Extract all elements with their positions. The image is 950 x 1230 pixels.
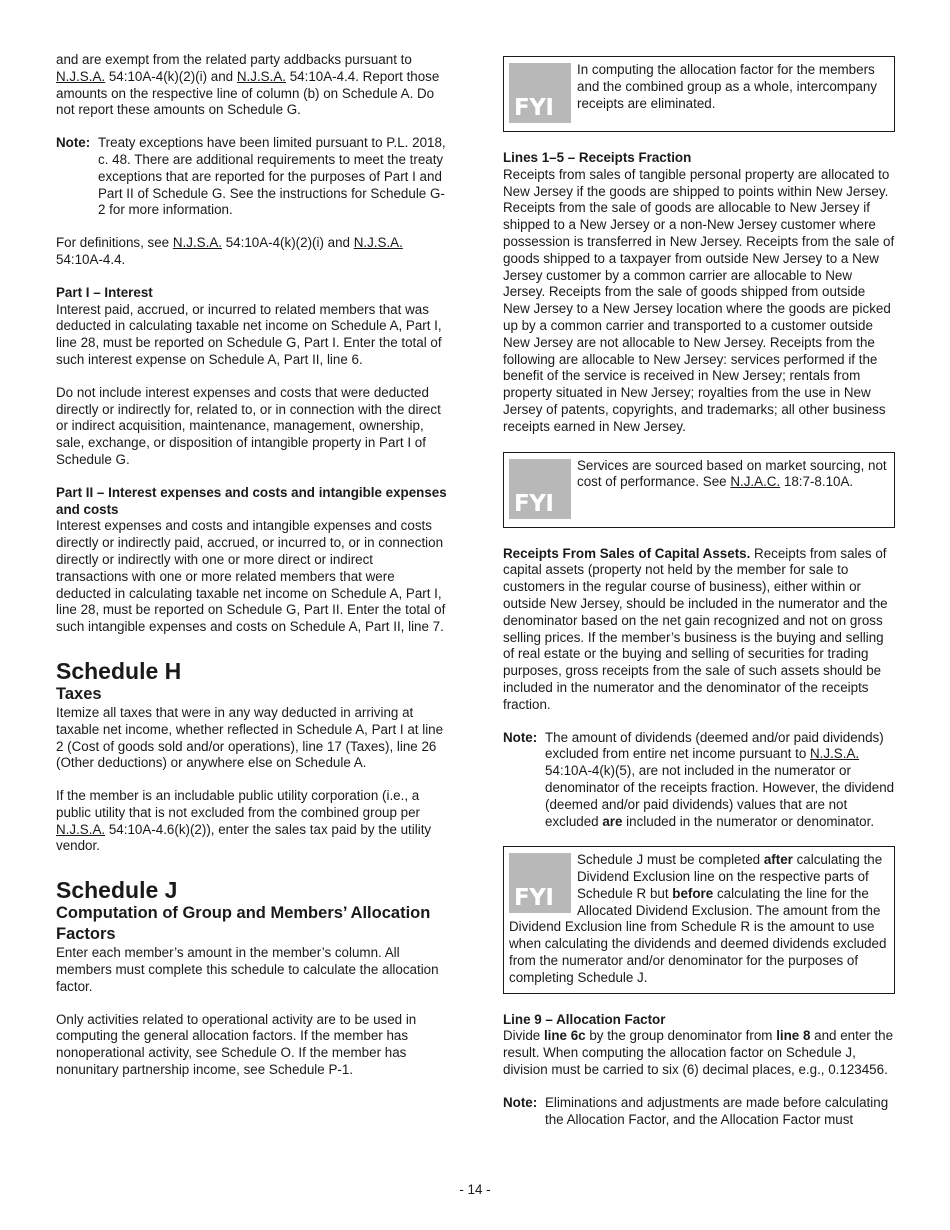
citation-link: N.J.S.A. [809,746,860,762]
left-column [56,52,448,1095]
receipts-fraction-section: Lines 1–5 – Receipts Fraction Receipts from sales of tangible personal property are allocated to New Jersey if the goods are shipped to points within New Jersey. Receipts from the sale of goods are allocable to New Jersey if shipped to a New Jersey or a non-New Jersey customer where possession is transferred in New Jersey. Receipts from the sale of goods shipped to a taxpayer from outside New Jersey to a New Jersey customer by a common carrier are allocable to New Jersey. Receipts from the sale of goods shipped from outside New Jersey to a New Jersey location where the goods are picked up by a common carrier and transported to a customer outside New Jersey are not allocable to New Jersey. Receipts from the following are allocable to New Jersey: services performed if the benefit of the service is received in New Jersey; rentals from property situated in New Jersey; royalties from the use in New Jersey of patents, copyrights, and trademarks; all other business receipts earned in New Jersey. [503,150,895,434]
schedule-j-paragraph-1: Enter each member’s amount in the member’s column. All members must complete this schedule to calculate the allocation factor. [56,945,439,994]
citation-link: N.J.S.A. [353,235,403,251]
intro-paragraph: and are exempt from the related party addbacks pursuant to N.J.S.A. 54:10A-4(k)(2)(i) and N.J.S.A. 54:10A-4.4. Report those amounts on the respective line of column (b) on Schedule A. Do not report these amounts on Schedule G. [56,52,440,118]
page-number: - 14 - [459,1182,491,1197]
fyi-text: Services are sourced based on market sourcing, not cost of performance. See N.J.A.C. 18:7-8.10A. [577,457,887,490]
citation-link: N.J.A.C. [730,474,781,490]
fyi-text: In computing the allocation factor for the members and the combined group as a whole, intercompany receipts are eliminated. [577,62,877,111]
definitions-paragraph: For definitions, see N.J.S.A. 54:10A-4(k)(2)(i) and N.J.S.A. 54:10A-4.4. [56,235,403,267]
citation-link: N.J.S.A. [56,821,106,837]
fyi-box-market-sourcing [503,452,895,528]
fyi-box-intercompany [503,56,895,132]
part1-section: Part I – Interest Interest paid, accrued, or incurred to related members that was deducted in calculating taxable net income on Schedule A, Part I, line 28, must be reported on Schedule G, Part I. Enter the total of such interest expense on Schedule A, Part II, line 6. [56,285,448,369]
part1-heading: Part I – Interest [56,284,153,300]
schedule-j-title: Schedule J [56,877,178,904]
schedule-j-paragraph-2: Only activities related to operational activity are to be used in computing the general allocation factors. If the member has nonoperational activity, see Schedule O. If the member has nonunitary partnership income, see Schedule P-1. [56,1011,417,1078]
schedule-h-paragraph-1: Itemize all taxes that were in any way deducted in arriving at taxable net income, whether reflected in Schedule A, Part I at line 2 (Cost of goods sold and/or operations), line 17 (Taxes), line 26 (Other deductions) or anywhere else on Schedule A. [56,704,444,771]
fyi-icon: FYI [509,853,571,913]
note-eliminations: Note: Eliminations and adjustments are made before calculating the Allocation Factor, and the Allocation Factor must [503,1094,889,1127]
part1-paragraph-2: Do not include interest expenses and costs that were deducted directly or indirectly for, related to, or in connection with the direct or indirect acquisition, maintenance, management, ownership, sale, exchange, or disposition of intangible property in Part I of Schedule G. [56,384,441,467]
fyi-icon: FYI [509,63,571,123]
note-dividends: Note: The amount of dividends (deemed and/or paid dividends) excluded from entire net income pursuant to N.J.S.A. 54:10A-4(k)(5), are not included in the numerator or denominator of the receipts fraction. However, the dividend (deemed and/or paid dividends) values that are not excluded are included in the numerator or denominator. [503,729,895,829]
part2-heading: Part II – Interest expenses and costs and intangible expenses and costs [56,484,447,517]
capital-assets-paragraph: Receipts From Sales of Capital Assets. Receipts from sales of capital assets (property not held by the member for sale to customers in the regular course of business), either within or outside New Jersey, should be included in the numerator and the denominator based on the net gain recognized and not on gross selling prices. If the member’s business is the buying and selling of real estate or the buying and selling of securities for trading purposes, gross receipts from the sale of such assets should be included in the numerator and the denominator of the receipts fraction. [503,545,888,712]
right-column [503,56,895,1144]
fyi-box-schedule-j: FYI Schedule J must be completed after calculating the Dividend Exclusion line on the respective parts of Schedule R but before calculating the line for the Allocated Dividend Exclusion. The amount from the Dividend Exclusion line from Schedule R is the amount to use when calculating the dividends and deemed dividends excluded from the numerator and/or denominator for the purposes of completing Schedule J. [503,846,895,993]
fyi-icon: FYI [509,459,571,519]
capital-assets-heading: Receipts From Sales of Capital Assets. [503,545,751,561]
lines-1-5-heading: Lines 1–5 – Receipts Fraction [503,150,692,165]
schedule-h-title: Schedule H [56,657,182,684]
schedule-h-paragraph-2: If the member is an includable public utility corporation (i.e., a public utility that is not excluded from the combined group per N.J.S.A. 54:10A-4.6(k)(2)), enter the sales tax paid by the utility vendor. [56,788,432,854]
line-9-heading: Line 9 – Allocation Factor [503,1011,666,1027]
citation-link: N.J.S.A. [172,235,222,251]
citation-link: N.J.S.A. [236,68,286,84]
line-9-section: Line 9 – Allocation Factor Divide line 6c by the group denominator from line 8 and enter the result. When computing the allocation factor on Schedule J, division must be carried to six (6) decimal places, e.g., 0.123456. [503,1011,894,1078]
schedule-h-subtitle: Taxes [56,684,102,703]
citation-link: N.J.S.A. [56,68,106,84]
part2-section: Part II – Interest expenses and costs and intangible expenses and costs Interest expenses and costs and intangible expenses and costs directly or indirectly paid, accrued, or incurred to, or in connection directly or indirectly with one or more direct or indirect transactions with one or more related members that were deducted in calculating taxable net income on Schedule A, Part I, line 28, must be reported on Schedule G, Part II. Enter the total of such intangible expenses and costs on Schedule A, Part II, line 7. [56,484,447,635]
note-treaty: Note: Treaty exceptions have been limited pursuant to P.L. 2018, c. 48. There are additional requirements to meet the treaty exceptions that are reported for the purposes of Part I and Part II of Schedule G. See the instructions for Schedule G-2 for more information. [56,135,446,218]
schedule-j-subtitle: Computation of Group and Members’ Allocation Factors [56,904,431,944]
